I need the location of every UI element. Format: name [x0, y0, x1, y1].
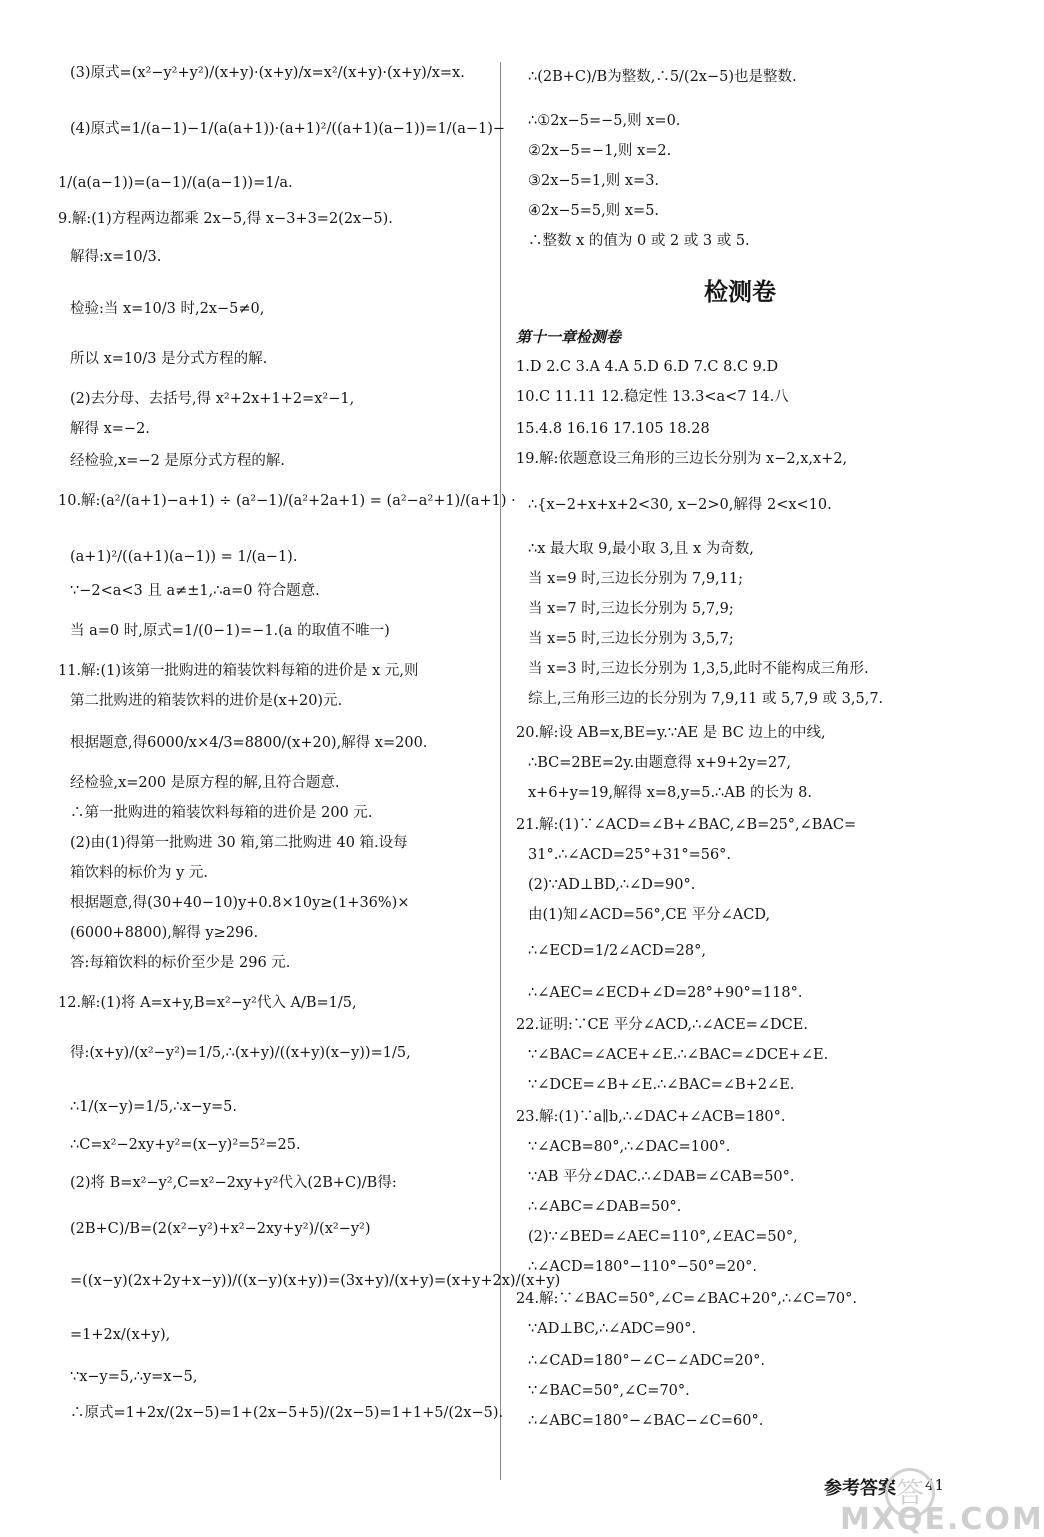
text-line: 经检验,x=−2 是原分式方程的解.	[70, 453, 286, 469]
text-line: ∴∠AEC=∠ECD+∠D=28°+90°=118°.	[528, 985, 803, 1001]
watermark-badge: 答	[885, 1468, 935, 1518]
text-line: 综上,三角形三边的长分别为 7,9,11 或 5,7,9 或 3,5,7.	[528, 691, 884, 707]
text-line: 得:(x+y)/(x²−y²)=1/5,∴(x+y)/((x+y)(x−y))=1/5,	[70, 1045, 411, 1061]
text-line: 1/(a(a−1))=(a−1)/(a(a−1))=1/a.	[58, 175, 293, 191]
text-line: (2)将 B=x²−y²,C=x²−2xy+y²代入(2B+C)/B得:	[70, 1175, 397, 1191]
text-line: 23.解:(1)∵a∥b,∴∠DAC+∠ACB=180°.	[516, 1109, 786, 1125]
text-line: 10.C 11.11 12.稳定性 13.3<a<7 14.八	[516, 389, 789, 405]
text-line: ∴1/(x−y)=1/5,∴x−y=5.	[70, 1099, 237, 1115]
text-line: (4)原式=1/(a−1)−1/(a(a+1))·(a+1)²/((a+1)(a−1))=1/(a−1)−	[70, 121, 506, 137]
text-line: (2)由(1)得第一批购进 30 箱,第二批购进 40 箱.设每	[70, 835, 408, 851]
text-line: 22.证明:∵CE 平分∠ACD,∴∠ACE=∠DCE.	[516, 1017, 808, 1033]
text-line: ∵AB 平分∠DAC.∴∠DAB=∠CAB=50°.	[528, 1169, 795, 1185]
text-line: 11.解:(1)该第一批购进的箱装饮料每箱的进价是 x 元,则	[58, 663, 419, 679]
text-line: 当 x=7 时,三边长分别为 5,7,9;	[528, 601, 734, 617]
text-line: 由(1)知∠ACD=56°,CE 平分∠ACD,	[528, 907, 771, 923]
text-line: 当 a=0 时,原式=1/(0−1)=−1.(a 的取值不唯一)	[70, 623, 390, 639]
text-line: 解得 x=−2.	[70, 421, 150, 437]
text-line: ③2x−5=1,则 x=3.	[528, 173, 660, 189]
column-divider	[500, 62, 501, 1480]
text-line: 所以 x=10/3 是分式方程的解.	[70, 351, 268, 367]
text-line: 20.解:设 AB=x,BE=y.∵AE 是 BC 边上的中线,	[516, 725, 826, 741]
footer-label: 参考答案	[824, 1478, 896, 1499]
text-line: 箱饮料的标价为 y 元.	[70, 865, 209, 881]
text-line: 21.解:(1)∵∠ACD=∠B+∠BAC,∠B=25°,∠BAC=	[516, 817, 857, 833]
text-line: ∴∠ABC=180°−∠BAC−∠C=60°.	[528, 1413, 764, 1429]
text-line: 解得:x=10/3.	[70, 249, 162, 265]
text-line: 1.D 2.C 3.A 4.A 5.D 6.D 7.C 8.C 9.D	[516, 359, 779, 375]
text-line: ∵x−y=5,∴y=x−5,	[70, 1369, 198, 1385]
text-line: ∵∠DCE=∠B+∠E.∴∠BAC=∠B+2∠E.	[528, 1077, 795, 1093]
text-line: (2)去分母、去括号,得 x²+2x+1+2=x²−1,	[70, 391, 355, 407]
text-line: ∴第一批购进的箱装饮料每箱的进价是 200 元.	[70, 805, 373, 821]
text-line: ②2x−5=−1,则 x=2.	[528, 143, 672, 159]
text-line: ∵AD⊥BC,∴∠ADC=90°.	[528, 1321, 697, 1337]
text-line: ∴整数 x 的值为 0 或 2 或 3 或 5.	[528, 233, 750, 249]
text-line: 9.解:(1)方程两边都乘 2x−5,得 x−3+3=2(2x−5).	[58, 211, 393, 227]
text-line: ∵∠ACB=80°,∴∠DAC=100°.	[528, 1139, 731, 1155]
text-line: (3)原式=(x²−y²+y²)/(x+y)·(x+y)/x=x²/(x+y)·(x+y)/x=x.	[70, 65, 465, 81]
text-line: ④2x−5=5,则 x=5.	[528, 203, 660, 219]
page-number: 41	[925, 1476, 945, 1494]
text-line: =((x−y)(2x+2y+x−y))/((x−y)(x+y))=(3x+y)/(x+y)=(x+y+2x)/(x+y)	[70, 1273, 561, 1289]
text-line: ∵∠BAC=∠ACE+∠E.∴∠BAC=∠DCE+∠E.	[528, 1047, 829, 1063]
text-line: 根据题意,得6000/x×4/3=8800/(x+20),解得 x=200.	[70, 735, 428, 751]
text-line: 10.解:(a²/(a+1)−a+1) ÷ (a²−1)/(a²+2a+1) = (a²−a²+1)/(a+1) ·	[58, 493, 516, 509]
text-line: x+6+y=19,解得 x=8,y=5.∴AB 的长为 8.	[528, 785, 812, 801]
text-line: 当 x=3 时,三边长分别为 1,3,5,此时不能构成三角形.	[528, 661, 869, 677]
text-line: ∵−2<a<3 且 a≠±1,∴a=0 符合题意.	[70, 583, 320, 599]
text-line: ∴BC=2BE=2y.由题意得 x+9+2y=27,	[528, 755, 792, 771]
text-line: (a+1)²/((a+1)(a−1)) = 1/(a−1).	[70, 549, 298, 565]
text-line: 15.4.8 16.16 17.105 18.28	[516, 421, 710, 437]
text-line: =1+2x/(x+y),	[70, 1327, 171, 1343]
text-line: 12.解:(1)将 A=x+y,B=x²−y²代入 A/B=1/5,	[58, 995, 357, 1011]
text-line: ∴∠ECD=1/2∠ACD=28°,	[528, 943, 706, 959]
text-line: 31°.∴∠ACD=25°+31°=56°.	[528, 847, 732, 863]
text-line: ∴{x−2+x+x+2<30, x−2>0,解得 2<x<10.	[528, 497, 832, 513]
text-line: ∵∠BAC=50°,∠C=70°.	[528, 1383, 690, 1399]
text-line: 24.解:∵∠BAC=50°,∠C=∠BAC+20°,∴∠C=70°.	[516, 1291, 857, 1307]
text-line: ∴∠ACD=180°−110°−50°=20°.	[528, 1259, 758, 1275]
text-line: 19.解:依题意设三角形的三边长分别为 x−2,x,x+2,	[516, 451, 848, 467]
text-line: ∴C=x²−2xy+y²=(x−y)²=5²=25.	[70, 1137, 301, 1153]
text-line: ∴(2B+C)/B为整数,∴5/(2x−5)也是整数.	[528, 69, 797, 85]
text-line: ∴x 最大取 9,最小取 3,且 x 为奇数,	[528, 541, 754, 557]
text-line: 当 x=5 时,三边长分别为 3,5,7;	[528, 631, 734, 647]
text-line: ∴原式=1+2x/(2x−5)=1+(2x−5+5)/(2x−5)=1+1+5/(2x−5).	[70, 1405, 504, 1421]
text-line: 根据题意,得(30+40−10)y+0.8×10y≥(1+36%)×	[70, 895, 410, 911]
text-line: 检验:当 x=10/3 时,2x−5≠0,	[70, 301, 265, 317]
text-line: 答:每箱饮料的标价至少是 296 元.	[70, 955, 291, 971]
text-line: (6000+8800),解得 y≥296.	[70, 925, 259, 941]
subsection-title: 第十一章检测卷	[516, 328, 622, 346]
text-line: ∴∠CAD=180°−∠C−∠ADC=20°.	[528, 1353, 765, 1369]
watermark-text: MXQE.COM	[840, 1502, 1044, 1537]
text-line: 当 x=9 时,三边长分别为 7,9,11;	[528, 571, 743, 587]
text-line: 经检验,x=200 是原方程的解,且符合题意.	[70, 775, 340, 791]
text-line: (2)∵AD⊥BD,∴∠D=90°.	[528, 877, 696, 893]
text-line: 第二批购进的箱装饮料的进价是(x+20)元.	[70, 693, 343, 709]
text-line: ∴①2x−5=−5,则 x=0.	[528, 113, 681, 129]
section-title: 检测卷	[704, 277, 776, 306]
text-line: (2)∵∠BED=∠AEC=110°,∠EAC=50°,	[528, 1229, 798, 1245]
text-line: ∴∠ABC=∠DAB=50°.	[528, 1199, 682, 1215]
text-line: (2B+C)/B=(2(x²−y²)+x²−2xy+y²)/(x²−y²)	[70, 1221, 371, 1237]
